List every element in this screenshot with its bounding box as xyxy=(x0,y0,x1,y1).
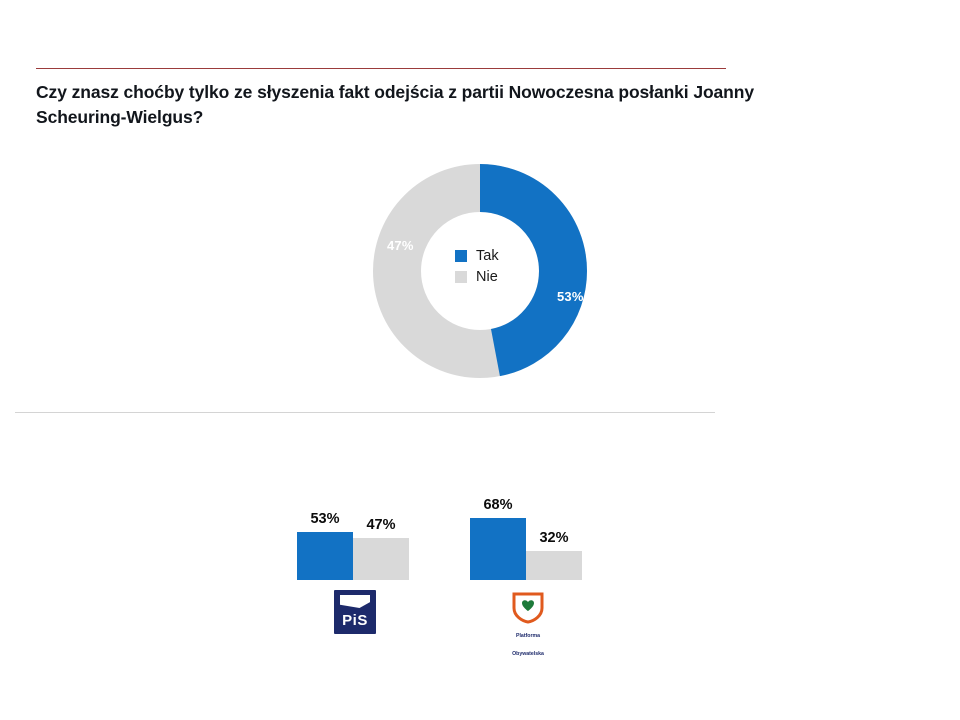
party-logo-pis xyxy=(297,590,413,639)
bar-po-tak xyxy=(470,497,526,580)
bar-po-nie xyxy=(526,530,582,580)
legend-label-tak: Tak xyxy=(476,247,499,264)
po-logo-icon xyxy=(502,590,554,660)
legend-swatch-nie xyxy=(455,271,467,283)
bar-value-po-nie: 32% xyxy=(539,530,569,546)
bars-po xyxy=(470,497,582,580)
top-divider xyxy=(36,68,726,69)
po-shield-icon xyxy=(510,590,546,624)
legend xyxy=(455,245,499,287)
pis-logo-icon xyxy=(334,590,376,634)
bar-pis-tak xyxy=(297,511,353,580)
donut-label-tak: 47% xyxy=(387,238,414,253)
bar-value-pis-tak: 53% xyxy=(310,511,340,527)
pis-flag-shape xyxy=(340,595,370,608)
donut-label-nie: 53% xyxy=(557,289,584,304)
bar-value-pis-nie: 47% xyxy=(366,517,396,533)
legend-swatch-tak xyxy=(455,250,467,262)
legend-item-tak xyxy=(455,245,499,266)
bar-value-po-tak: 68% xyxy=(483,497,513,513)
legend-label-nie: Nie xyxy=(476,268,498,285)
page-title: Czy znasz choćby tylko ze słyszenia fakt odejścia z partii Nowoczesna posłanki Joanny Scheuring-Wielgus? xyxy=(36,82,754,128)
bar-pis-nie xyxy=(353,517,409,580)
pis-logo-text: PiS xyxy=(342,612,368,629)
bar-group-pis xyxy=(297,490,413,580)
bars-pis xyxy=(297,511,409,580)
section-divider xyxy=(15,412,715,413)
bar-group-po xyxy=(470,490,586,580)
legend-item-nie xyxy=(455,266,499,287)
party-logo-po xyxy=(470,590,586,660)
po-logo-caption: Platforma Obywatelska xyxy=(512,633,544,657)
